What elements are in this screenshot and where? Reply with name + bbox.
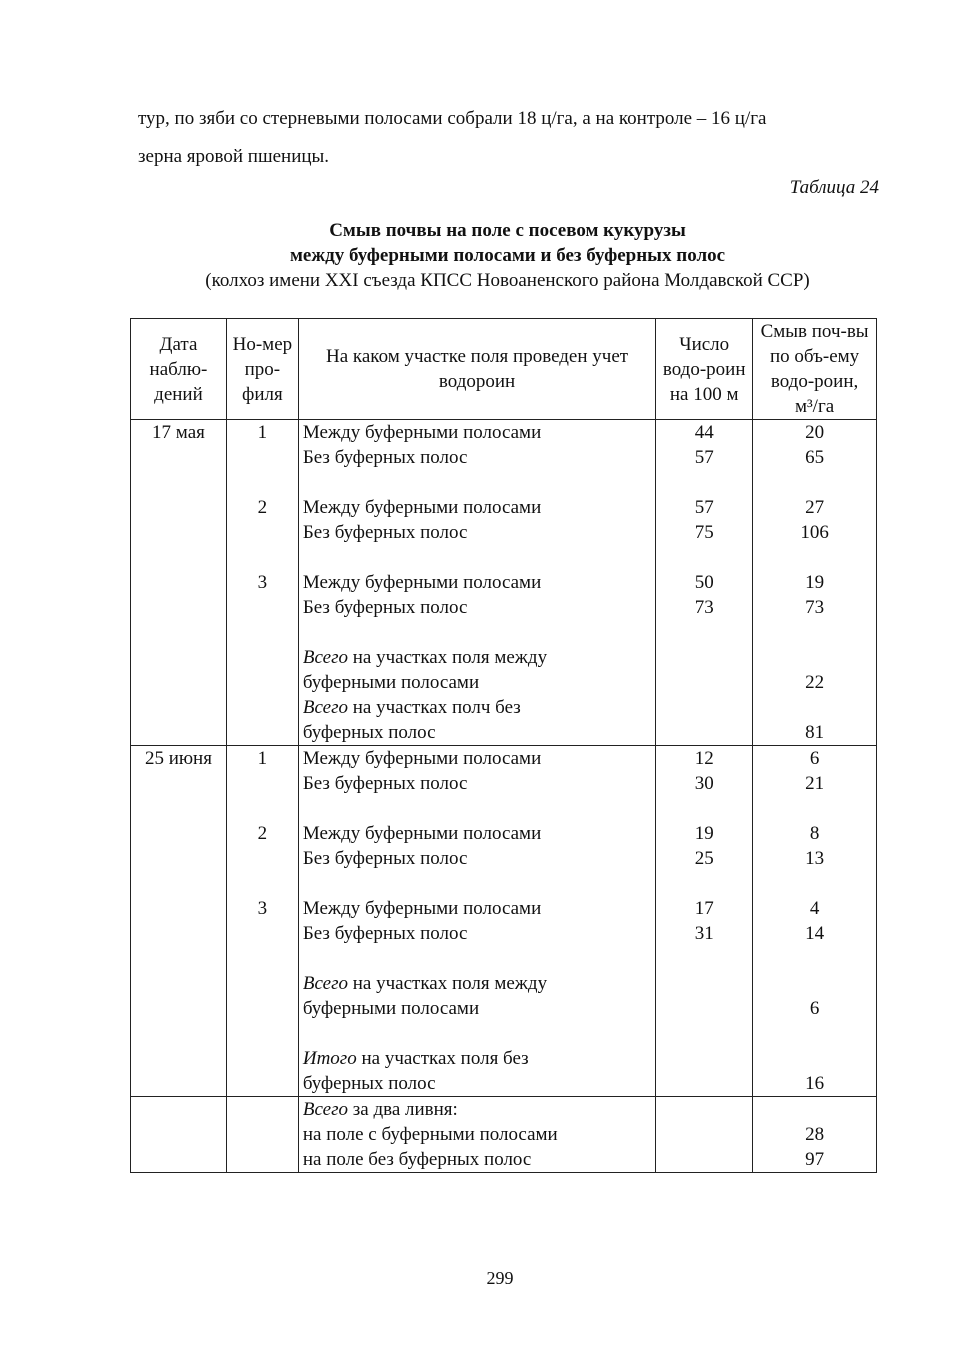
table-row <box>131 971 877 996</box>
spacer-cell <box>753 620 877 645</box>
total-label-text: на участках поля между <box>348 973 548 994</box>
spacer-cell <box>298 545 655 570</box>
table-cell <box>131 971 227 996</box>
table-label: Таблица 24 <box>789 177 879 198</box>
total-label-text: на участках полч без <box>348 697 521 718</box>
spacer-cell <box>753 871 877 896</box>
total-label <box>298 971 655 996</box>
header-section: На каком участке поля проведен учет водороин <box>298 319 655 420</box>
table-row <box>131 670 877 695</box>
spacer-cell <box>656 946 753 971</box>
spacer-cell <box>298 871 655 896</box>
spacer-cell <box>753 796 877 821</box>
table-cell <box>131 670 227 695</box>
table-row <box>131 520 877 545</box>
table-row <box>131 921 877 946</box>
spacer-cell <box>656 871 753 896</box>
spacer-cell <box>298 470 655 495</box>
section-cell: Между буферными полосами <box>298 896 655 921</box>
washout-cell: 21 <box>753 771 877 796</box>
total-label: буферными полосами <box>298 996 655 1021</box>
count-cell: 30 <box>656 771 753 796</box>
section-cell: Без буферных полос <box>298 445 655 470</box>
date-cell: 17 мая <box>131 420 227 446</box>
count-cell: 44 <box>656 420 753 446</box>
table-row <box>131 821 877 846</box>
profile-cell: 2 <box>226 821 298 846</box>
table-cell <box>131 720 227 746</box>
washout-cell: 65 <box>753 445 877 470</box>
intro-line-2: зерна яровой пшеницы. <box>138 146 330 167</box>
summary-label <box>298 1097 655 1123</box>
total-value: 16 <box>753 1071 877 1097</box>
summary-row-label: на поле без буферных полос <box>298 1147 655 1173</box>
count-cell: 12 <box>656 746 753 772</box>
title-line-2: между буферными полосами и без буферных полос <box>289 245 726 266</box>
table-row <box>131 1021 877 1046</box>
washout-cell: 13 <box>753 846 877 871</box>
table-cell <box>131 846 227 871</box>
header-washout: Смыв поч-вы по объ-ему водо-роин, м³/га <box>753 319 877 420</box>
summary-emphasis: Всего <box>302 1099 348 1120</box>
profile-cell <box>226 595 298 620</box>
section-cell: Без буферных полос <box>298 595 655 620</box>
table-title <box>0 218 959 293</box>
count-cell: 17 <box>656 896 753 921</box>
table-cell <box>753 695 877 720</box>
washout-cell: 4 <box>753 896 877 921</box>
table-cell <box>131 771 227 796</box>
table-cell <box>226 1122 298 1147</box>
table-cell <box>753 1097 877 1123</box>
table-row <box>131 871 877 896</box>
spacer-cell <box>131 796 227 821</box>
table-cell <box>131 520 227 545</box>
date-cell: 25 июня <box>131 746 227 772</box>
spacer-cell <box>131 620 227 645</box>
spacer-cell <box>226 545 298 570</box>
title-line-1: Смыв почвы на поле с посевом кукурузы <box>329 220 686 241</box>
table-row <box>131 1071 877 1097</box>
table-row <box>131 796 877 821</box>
table-cell <box>131 996 227 1021</box>
table-row <box>131 771 877 796</box>
table-row <box>131 445 877 470</box>
header-count: Число водо-роин на 100 м <box>656 319 753 420</box>
spacer-cell <box>226 871 298 896</box>
table-row <box>131 896 877 921</box>
profile-cell <box>226 846 298 871</box>
table-cell <box>226 1046 298 1071</box>
washout-cell: 19 <box>753 570 877 595</box>
spacer-cell <box>753 470 877 495</box>
spacer-cell <box>131 1021 227 1046</box>
table-row <box>131 846 877 871</box>
summary-head: за два ливня: <box>348 1099 458 1120</box>
section-cell: Между буферными полосами <box>298 420 655 446</box>
count-cell: 31 <box>656 921 753 946</box>
section-cell: Между буферными полосами <box>298 495 655 520</box>
table-body <box>131 420 877 1173</box>
spacer-cell <box>226 946 298 971</box>
intro-line-1: тур, по зяби со стерневыми полосами собрали 18 ц/га, а на контроле – 16 ц/га <box>138 108 767 129</box>
spacer-cell <box>656 796 753 821</box>
section-cell: Без буферных полос <box>298 520 655 545</box>
spacer-cell <box>753 946 877 971</box>
total-value: 6 <box>753 996 877 1021</box>
table-cell <box>656 996 753 1021</box>
table-cell <box>753 645 877 670</box>
spacer-cell <box>131 946 227 971</box>
spacer-cell <box>226 470 298 495</box>
table-cell <box>656 1122 753 1147</box>
table-cell <box>131 1122 227 1147</box>
page-number: 299 <box>486 1268 514 1288</box>
total-label: буферных полос <box>298 1071 655 1097</box>
count-cell: 73 <box>656 595 753 620</box>
table-cell <box>226 670 298 695</box>
count-cell: 50 <box>656 570 753 595</box>
table-cell <box>656 695 753 720</box>
spacer-cell <box>656 620 753 645</box>
table-row <box>131 645 877 670</box>
table-row <box>131 545 877 570</box>
table-cell <box>131 921 227 946</box>
section-cell: Между буферными полосами <box>298 746 655 772</box>
table-cell <box>131 1147 227 1173</box>
profile-cell <box>226 771 298 796</box>
total-label-text: на участках поля между <box>348 647 548 668</box>
table-cell <box>226 1147 298 1173</box>
header-date: Дата наблю-дений <box>131 319 227 420</box>
table-cell <box>656 1046 753 1071</box>
washout-cell: 27 <box>753 495 877 520</box>
table-row <box>131 495 877 520</box>
spacer-cell <box>753 545 877 570</box>
summary-row-value: 28 <box>753 1122 877 1147</box>
table-cell <box>131 1046 227 1071</box>
header-row <box>131 319 877 420</box>
total-label <box>298 695 655 720</box>
table-row <box>131 695 877 720</box>
table-cell <box>656 645 753 670</box>
table-row <box>131 720 877 746</box>
profile-cell: 2 <box>226 495 298 520</box>
total-value: 81 <box>753 720 877 746</box>
table-row <box>131 996 877 1021</box>
table-cell <box>131 896 227 921</box>
count-cell: 75 <box>656 520 753 545</box>
section-cell: Между буферными полосами <box>298 570 655 595</box>
profile-cell: 3 <box>226 570 298 595</box>
washout-cell: 106 <box>753 520 877 545</box>
spacer-cell <box>656 470 753 495</box>
table-cell <box>753 1046 877 1071</box>
table-cell <box>131 821 227 846</box>
total-label-emphasis: Итого <box>302 1048 357 1069</box>
table-cell <box>131 595 227 620</box>
table-cell <box>656 971 753 996</box>
intro-paragraph <box>138 100 898 176</box>
table-cell <box>131 645 227 670</box>
summary-row-value: 97 <box>753 1147 877 1173</box>
total-label-emphasis: Всего <box>302 697 348 718</box>
spacer-cell <box>298 796 655 821</box>
total-value: 22 <box>753 670 877 695</box>
table-cell <box>131 495 227 520</box>
table-cell <box>131 1097 227 1123</box>
section-cell: Без буферных полос <box>298 846 655 871</box>
spacer-cell <box>298 1021 655 1046</box>
table-row <box>131 946 877 971</box>
table-row <box>131 570 877 595</box>
table-cell <box>226 996 298 1021</box>
spacer-cell <box>226 1021 298 1046</box>
total-label-emphasis: Всего <box>302 647 348 668</box>
table-row <box>131 1046 877 1071</box>
table-cell <box>226 645 298 670</box>
total-label <box>298 645 655 670</box>
spacer-cell <box>226 620 298 645</box>
count-cell: 57 <box>656 495 753 520</box>
washout-cell: 6 <box>753 746 877 772</box>
total-label-emphasis: Всего <box>302 973 348 994</box>
spacer-cell <box>298 946 655 971</box>
spacer-cell <box>298 620 655 645</box>
profile-cell: 1 <box>226 746 298 772</box>
spacer-cell <box>656 545 753 570</box>
table-row <box>131 595 877 620</box>
table-cell <box>656 1071 753 1097</box>
header-profile: Но-мер про-филя <box>226 319 298 420</box>
total-label <box>298 1046 655 1071</box>
table-row <box>131 1122 877 1147</box>
table-cell <box>656 720 753 746</box>
spacer-cell <box>131 545 227 570</box>
total-label: буферными полосами <box>298 670 655 695</box>
table-row <box>131 420 877 446</box>
washout-table <box>130 318 877 1173</box>
spacer-cell <box>656 1021 753 1046</box>
table-row <box>131 620 877 645</box>
profile-cell <box>226 921 298 946</box>
washout-cell: 20 <box>753 420 877 446</box>
count-cell: 57 <box>656 445 753 470</box>
table-cell <box>131 445 227 470</box>
section-cell: Между буферными полосами <box>298 821 655 846</box>
table-row <box>131 1097 877 1123</box>
count-cell: 25 <box>656 846 753 871</box>
title-line-3: (колхоз имени XXI съезда КПСС Новоаненского района Молдавской ССР) <box>205 270 810 291</box>
table-cell <box>226 1097 298 1123</box>
table-cell <box>131 1071 227 1097</box>
total-label: буферных полос <box>298 720 655 746</box>
table-cell <box>226 695 298 720</box>
profile-cell <box>226 445 298 470</box>
washout-cell: 73 <box>753 595 877 620</box>
washout-cell: 8 <box>753 821 877 846</box>
section-cell: Без буферных полос <box>298 921 655 946</box>
washout-cell: 14 <box>753 921 877 946</box>
profile-cell: 3 <box>226 896 298 921</box>
spacer-cell <box>753 1021 877 1046</box>
profile-cell <box>226 520 298 545</box>
table-row <box>131 746 877 772</box>
table-cell <box>656 1097 753 1123</box>
total-label-text: на участках поля без <box>356 1048 529 1069</box>
table-cell <box>753 971 877 996</box>
profile-cell: 1 <box>226 420 298 446</box>
table-cell <box>226 971 298 996</box>
summary-row-label: на поле с буферными полосами <box>298 1122 655 1147</box>
table-cell <box>131 695 227 720</box>
table-cell <box>656 1147 753 1173</box>
spacer-cell <box>226 796 298 821</box>
spacer-cell <box>131 470 227 495</box>
table-cell <box>656 670 753 695</box>
spacer-cell <box>131 871 227 896</box>
table-cell <box>226 720 298 746</box>
table-cell <box>226 1071 298 1097</box>
table-row <box>131 470 877 495</box>
table-row <box>131 1147 877 1173</box>
count-cell: 19 <box>656 821 753 846</box>
table-cell <box>131 570 227 595</box>
section-cell: Без буферных полос <box>298 771 655 796</box>
